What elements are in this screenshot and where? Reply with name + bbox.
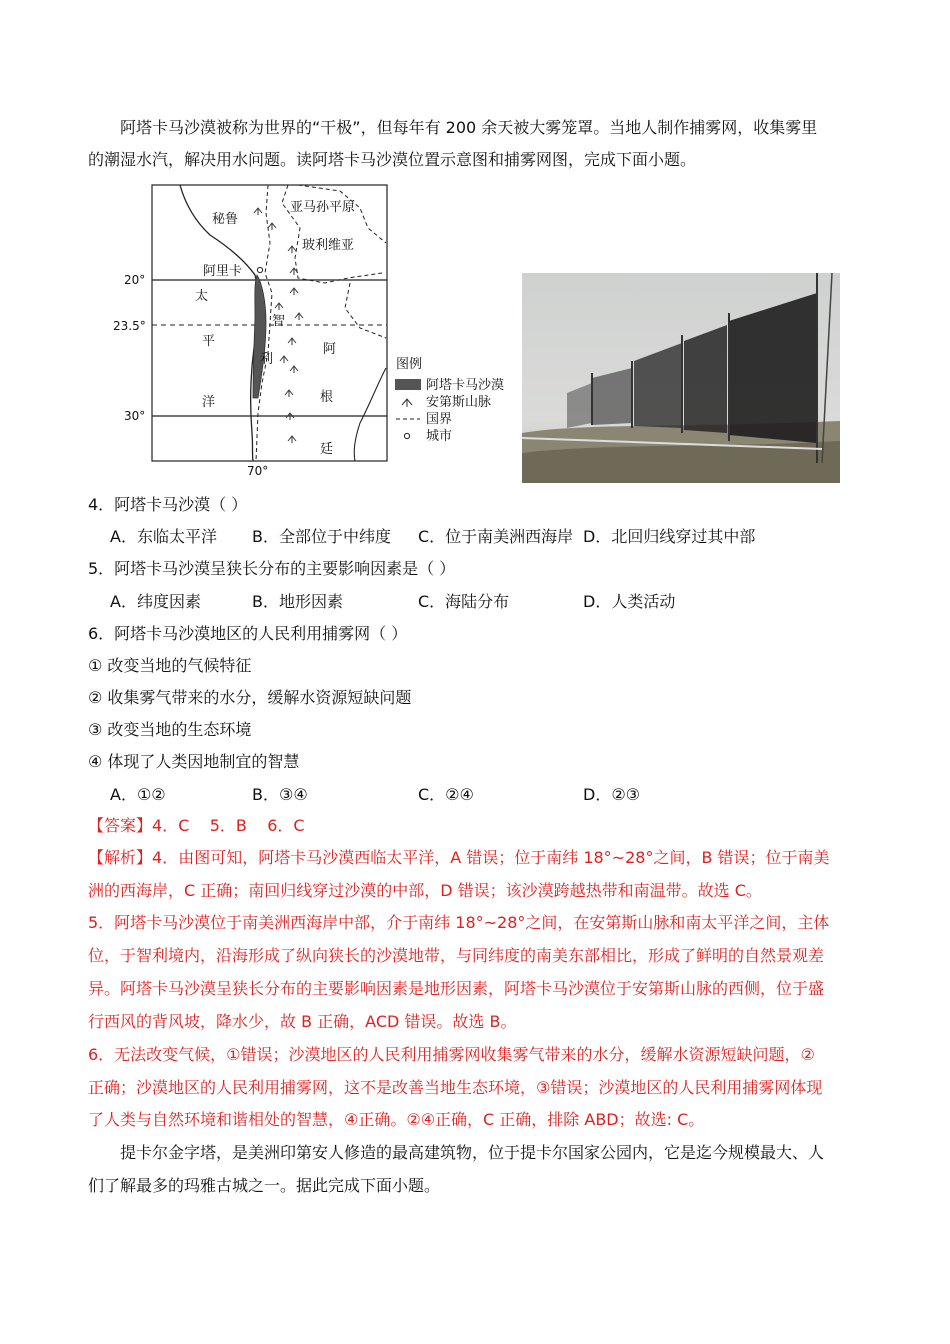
label-li: 利 xyxy=(260,352,274,367)
analysis-line-8: 正确；沙漠地区的人民利用捕雾网，这不是改善当地生态环境，③错误；沙漠地区的人民利用捕雾网体现 xyxy=(88,1078,823,1097)
q6-option-a: A．①② xyxy=(110,785,166,804)
q6-item-4: ④ 体现了人类因地制宜的智慧 xyxy=(88,752,300,771)
analysis-line-6: 行西风的背风坡，降水少，故 B 正确，ACD 错误。故选 B。 xyxy=(88,1012,517,1031)
q4-stem: 4．阿塔卡马沙漠（ ） xyxy=(88,495,248,514)
q6-option-b: B．③④ xyxy=(252,785,308,804)
fog-net-photo xyxy=(522,273,840,483)
q4-option-c: C．位于南美洲西海岸 xyxy=(418,527,574,546)
q6-item-3: ③ 改变当地的生态环境 xyxy=(88,720,252,739)
answer-line xyxy=(88,816,878,836)
q6-option-d: D．②③ xyxy=(583,785,641,804)
analysis-line-4: 位，于智利境内，沿海形成了纵向狭长的沙漠地带，与同纬度的南美东部相比，形成了鲜明的自然景观差 xyxy=(88,946,825,965)
q4-option-b: B．全部位于中纬度 xyxy=(252,527,391,546)
legend-mountain-label: 安第斯山脉 xyxy=(426,395,492,410)
analysis-line-2: 洲的西海岸，C 正确；南回归线穿过沙漠的中部，D 错误；该沙漠跨越热带和南温带。故选 C。 xyxy=(88,881,762,900)
answer-text: 4．C 5．B 6．C xyxy=(152,816,305,835)
label-peru: 秘鲁 xyxy=(212,212,239,227)
intro-line-1: 阿塔卡马沙漠被称为世界的“干极”，但每年有 200 余天被大雾笼罩。当地人制作捕雾网，收集雾里 xyxy=(120,118,818,137)
lon-label-70: 70° xyxy=(247,464,269,478)
atacama-location-map xyxy=(113,183,520,483)
label-zhi: 智 xyxy=(272,314,286,329)
label-ting: 廷 xyxy=(320,442,334,457)
label-bolivia: 玻利维亚 xyxy=(302,238,355,253)
label-a: 阿 xyxy=(323,342,337,357)
analysis-text-1: 4．由图可知，阿塔卡马沙漠西临太平洋，A 错误；位于南纬 18°~28°之间，B 错误；位于南美 xyxy=(152,848,830,867)
q5-option-d: D．人类活动 xyxy=(583,592,676,611)
q4-option-d: D．北回归线穿过其中部 xyxy=(583,527,756,546)
answer-label: 【答案】 xyxy=(88,816,153,835)
lat-label-23-5: 23.5° xyxy=(113,319,146,333)
legend-city-icon xyxy=(404,433,409,438)
legend-mountain-icon xyxy=(402,399,412,407)
legend-border-label: 国界 xyxy=(426,412,453,427)
analysis-line-9: 了人类与自然环境和谐相处的智慧，④正确。②④正确，C 正确，排除 ABD；故选: C。 xyxy=(88,1110,705,1129)
label-yang: 洋 xyxy=(202,395,216,410)
lat-label-20: 20° xyxy=(124,273,146,287)
q5-option-b: B．地形因素 xyxy=(252,592,343,611)
q5-stem: 5．阿塔卡马沙漠呈狭长分布的主要影响因素是（ ） xyxy=(88,559,456,578)
legend-desert-label: 阿塔卡马沙漠 xyxy=(426,378,505,393)
analysis-label: 【解析】 xyxy=(88,848,153,867)
analysis-line-7: 6．无法改变气候，①错误；沙漠地区的人民利用捕雾网收集雾气带来的水分，缓解水资源短缺问题，② xyxy=(88,1045,815,1064)
analysis-line-1 xyxy=(88,848,878,868)
intro2-line-1: 提卡尔金字塔，是美洲印第安人修造的最高建筑物，位于提卡尔国家公园内，它是迄今规模最大、人 xyxy=(120,1143,825,1162)
q6-item-1: ① 改变当地的气候特征 xyxy=(88,656,252,675)
label-ping: 平 xyxy=(202,334,216,349)
legend-title: 图例 xyxy=(396,357,423,372)
q6-stem: 6．阿塔卡马沙漠地区的人民利用捕雾网（ ） xyxy=(88,624,408,643)
label-gen: 根 xyxy=(320,390,334,405)
label-arica: 阿里卡 xyxy=(203,264,243,279)
intro-line-2: 的潮湿水汽，解决用水问题。读阿塔卡马沙漠位置示意图和捕雾网图，完成下面小题。 xyxy=(88,150,697,169)
q6-item-2: ② 收集雾气带来的水分，缓解水资源短缺问题 xyxy=(88,688,412,707)
q4-option-a: A．东临太平洋 xyxy=(110,527,217,546)
q5-option-c: C．海陆分布 xyxy=(418,592,510,611)
lat-label-30: 30° xyxy=(124,409,146,423)
analysis-line-5: 异。阿塔卡马沙漠呈狭长分布的主要影响因素是地形因素，阿塔卡马沙漠位于安第斯山脉的西侧，位于盛 xyxy=(88,979,825,998)
q6-option-c: C．②④ xyxy=(418,785,474,804)
label-tai: 太 xyxy=(195,289,209,304)
label-amazon: 亚马孙平原 xyxy=(290,200,356,215)
analysis-line-3: 5．阿塔卡马沙漠位于南美洲西海岸中部，介于南纬 18°~28°之间，在安第斯山脉和南太平洋之间，主体 xyxy=(88,913,830,932)
q5-option-a: A．纬度因素 xyxy=(110,592,201,611)
legend-desert-swatch xyxy=(395,379,421,390)
arica-city-dot xyxy=(257,267,262,272)
intro2-line-2: 们了解最多的玛雅古城之一。据此完成下面小题。 xyxy=(88,1176,441,1195)
legend-city-label: 城市 xyxy=(426,429,453,444)
